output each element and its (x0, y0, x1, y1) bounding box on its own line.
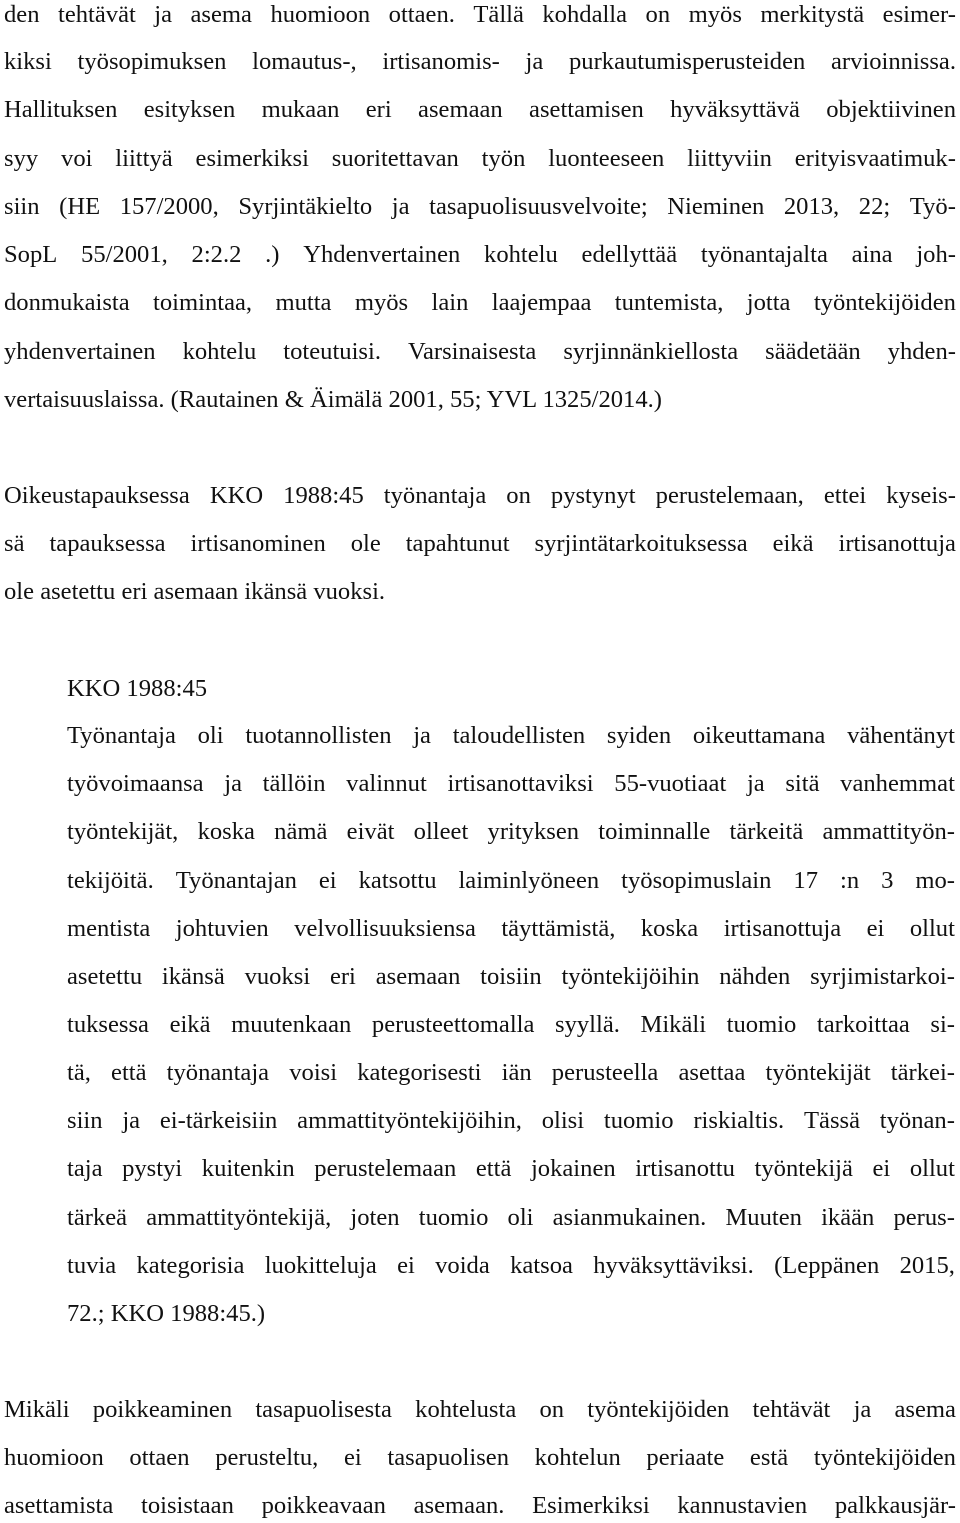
word: mutta (275, 289, 332, 316)
word: Työnantaja (67, 722, 176, 749)
text-line (67, 1106, 955, 1136)
word: pystynyt (550, 482, 636, 509)
word: tapauksessa (49, 530, 166, 557)
word: tasapuolisuusvelvoite; (429, 193, 648, 220)
text-line (4, 529, 956, 559)
text-line (67, 866, 955, 896)
word: asettamisen (529, 96, 644, 123)
word: tuntemista, (614, 289, 724, 316)
word: perusteltu, (215, 1444, 319, 1471)
word: Työnantajan (175, 867, 297, 894)
word: esimerkiksi (195, 145, 309, 172)
word: ollut (909, 1155, 955, 1182)
word: vähentänyt (847, 722, 955, 749)
word: taja (67, 1155, 103, 1182)
word: työvoimaansa (67, 770, 204, 797)
word: Työ- (909, 193, 956, 220)
word: lomautus-, (252, 48, 357, 75)
text-line (4, 192, 956, 222)
word: eikä (169, 1011, 211, 1038)
word: tekijöitä. (67, 867, 154, 894)
word: asettaa (678, 1059, 746, 1086)
word: voi (61, 145, 93, 172)
text-line (67, 1058, 955, 1088)
word: palkkausjär- (834, 1492, 956, 1519)
word: 22; (858, 193, 891, 220)
word: merkitystä (760, 1, 865, 28)
word: asemaan (418, 96, 503, 123)
word: Varsinaisesta (407, 338, 537, 365)
text-line: ole asetettu eri asemaan ikänsä vuoksi. (4, 578, 386, 605)
word: tuomio (726, 1011, 797, 1038)
word: työn (481, 145, 526, 172)
word: myös (354, 289, 409, 316)
word: irtisanottuja (838, 530, 956, 557)
word: eri (329, 963, 356, 990)
word: vuoksi (244, 963, 311, 990)
word: työntekijöihin (561, 963, 700, 990)
word: johtuvien (175, 915, 269, 942)
word: toisiin (480, 963, 542, 990)
text-line (4, 288, 956, 318)
word: Yhdenvertainen (303, 241, 461, 268)
word: sä (4, 530, 25, 557)
word: tärkei- (890, 1059, 955, 1086)
word: ja (413, 722, 431, 749)
word: tasapuolisen (387, 1444, 509, 1471)
word: oli (507, 1204, 534, 1231)
word: tuksessa (67, 1011, 149, 1038)
word: den (4, 1, 40, 28)
word: olleet (413, 818, 469, 845)
word: huomioon (270, 1, 371, 28)
word: asetettu (67, 963, 143, 990)
word: asettamista (4, 1492, 114, 1519)
word: liittyviin (687, 145, 772, 172)
word: työntekijöiden (813, 289, 956, 316)
word: ja (525, 48, 544, 75)
word: ei (866, 915, 885, 942)
word: 17 (793, 867, 819, 894)
word: hyväksyttäviksi. (593, 1252, 754, 1279)
word: joten (350, 1204, 400, 1231)
word: kannustavien (677, 1492, 808, 1519)
word: ole (350, 530, 381, 557)
word: voisi (289, 1059, 338, 1086)
word: ikään (821, 1204, 875, 1231)
word: 2013, (783, 193, 840, 220)
text-line (67, 1010, 955, 1040)
word: syiden (606, 722, 672, 749)
word: estä (749, 1444, 789, 1471)
word: perus- (893, 1204, 955, 1231)
word: perusteella (551, 1059, 659, 1086)
word: irtisanomis- (382, 48, 500, 75)
text-line (67, 1251, 955, 1281)
word: ja (224, 770, 243, 797)
text-line (67, 769, 955, 799)
word: asema (894, 1396, 956, 1423)
word: valinnut (346, 770, 427, 797)
word: irtisanominen (190, 530, 326, 557)
word: tehtävät (57, 1, 136, 28)
word: tuvia (67, 1252, 117, 1279)
word: objektiivinen (826, 96, 956, 123)
word: tehtävät (752, 1396, 831, 1423)
word: velvollisuuksiensa (294, 915, 476, 942)
word: on (539, 1396, 565, 1423)
word: luonteeseen (548, 145, 665, 172)
word: ettei (823, 482, 867, 509)
word: Oikeustapauksessa (4, 482, 190, 509)
word: iän (501, 1059, 532, 1086)
word: Mikäli (640, 1011, 707, 1038)
word: arvioinnissa. (831, 48, 956, 75)
word: siin (67, 1107, 103, 1134)
word: periaate (646, 1444, 725, 1471)
word: tuomio (603, 1107, 674, 1134)
word: tärkeitä (729, 818, 804, 845)
word: pystyi (122, 1155, 183, 1182)
word: 2:2.2 (191, 241, 242, 268)
word: ja (853, 1396, 872, 1423)
word: asianmukainen. (552, 1204, 707, 1231)
word: Muuten (725, 1204, 802, 1231)
word: ammattityöntekijöihin, (297, 1107, 522, 1134)
word: taloudellisten (452, 722, 586, 749)
word: ikänsä (161, 963, 225, 990)
word: kohtelu (182, 338, 257, 365)
text-line (4, 1443, 956, 1473)
word: Tässä (804, 1107, 860, 1134)
word: työnantaja (166, 1059, 270, 1086)
word: vanhemmat (840, 770, 955, 797)
word: tä, (67, 1059, 91, 1086)
word: työntekijöiden (587, 1396, 730, 1423)
word: työnantajalta (700, 241, 828, 268)
word: kyseis- (886, 482, 956, 509)
word: kategorisia (136, 1252, 245, 1279)
word: työntekijät, (67, 818, 179, 845)
word: oli (197, 722, 224, 749)
text-line (4, 1491, 956, 1521)
word: liittyä (115, 145, 173, 172)
word: 55-vuotiaat (614, 770, 727, 797)
word: ja (746, 770, 765, 797)
text-line: 72.; KKO 1988:45.) (67, 1300, 266, 1327)
word: Nieminen (667, 193, 765, 220)
word: suoritettavan (331, 145, 459, 172)
word: KKO (209, 482, 264, 509)
word: yhden- (887, 338, 956, 365)
text-line (4, 95, 956, 125)
word: eri (365, 96, 392, 123)
word: toisistaan (141, 1492, 234, 1519)
text-line (67, 962, 955, 992)
word: irtisanottuja (723, 915, 842, 942)
word: sitä (785, 770, 820, 797)
word: tapahtunut (405, 530, 510, 557)
word: voida (435, 1252, 490, 1279)
word: työsopimuksen (77, 48, 227, 75)
word: katsoa (510, 1252, 573, 1279)
word: donmukaista (4, 289, 130, 316)
word: työntekijät (765, 1059, 871, 1086)
word: tärkeä (67, 1204, 128, 1231)
word: SopL (4, 241, 58, 268)
word: Tällä (473, 1, 524, 28)
word: eivät (346, 818, 395, 845)
word: tarkoittaa (816, 1011, 910, 1038)
word: ollut (909, 915, 955, 942)
word: on (506, 482, 531, 509)
word: nähden (719, 963, 791, 990)
word: poikkeavaan (261, 1492, 386, 1519)
word: myös (688, 1, 742, 28)
text-line (4, 47, 956, 77)
word: kohtelun (534, 1444, 621, 1471)
word: esityksen (143, 96, 236, 123)
word: koska (640, 915, 699, 942)
word: mentista (67, 915, 151, 942)
word: 1988:45 (283, 482, 364, 509)
word: lain (431, 289, 469, 316)
word: jotta (746, 289, 791, 316)
word: työntekijä (754, 1155, 853, 1182)
word: Esimerkiksi (532, 1492, 650, 1519)
word: nämä (274, 818, 328, 845)
word: työsopimuslain (621, 867, 772, 894)
word: ei (344, 1444, 362, 1471)
word: ja (154, 1, 173, 28)
word: kuitenkin (201, 1155, 295, 1182)
word: esimer- (882, 1, 956, 28)
text-line (67, 1154, 955, 1184)
text-line (4, 144, 956, 174)
word: yrityksen (487, 818, 580, 845)
word: poikkeaminen (92, 1396, 233, 1423)
word: ottaen (129, 1444, 190, 1471)
word: siin (4, 193, 40, 220)
word: ja (122, 1107, 141, 1134)
word: muutenkaan (231, 1011, 352, 1038)
word: syrjimistarkoi- (810, 963, 955, 990)
word: työnantaja (383, 482, 487, 509)
word: 3 (881, 867, 894, 894)
word: Hallituksen (4, 96, 118, 123)
word: työntekijöiden (813, 1444, 956, 1471)
word: yhdenvertainen (4, 338, 156, 365)
word: 55/2001, (81, 241, 168, 268)
word: kohtelusta (415, 1396, 517, 1423)
word: syrjintätarkoituksessa (534, 530, 748, 557)
word: syrjinnänkiellosta (563, 338, 739, 365)
word: syyllä. (555, 1011, 620, 1038)
word: tasapuolisesta (255, 1396, 392, 1423)
text-line (67, 914, 955, 944)
text-line: vertaisuuslaissa. (Rautainen & Äimälä 2001, 55; YVL 1325/2014.) (4, 386, 662, 413)
word: :n (839, 867, 860, 894)
word: riskialtis. (693, 1107, 785, 1134)
text-line (4, 0, 956, 30)
word: ammattityöntekijä, (146, 1204, 332, 1231)
text-line (67, 1203, 955, 1233)
word: asema (190, 1, 252, 28)
word: si- (930, 1011, 955, 1038)
word: perustelemaan, (655, 482, 804, 509)
word: ei-tärkeisiin (159, 1107, 278, 1134)
word: huomioon (4, 1444, 104, 1471)
word: toteutuisi. (283, 338, 381, 365)
word: olisi (541, 1107, 585, 1134)
word: ja (391, 193, 410, 220)
word: oikeuttamana (692, 722, 826, 749)
word: ottaen. (388, 1, 455, 28)
word: toimintaa, (153, 289, 253, 316)
word: .) (265, 241, 280, 268)
word: aina (851, 241, 893, 268)
word: laiminlyöneen (458, 867, 600, 894)
text-line (4, 337, 956, 367)
word: Mikäli (4, 1396, 70, 1423)
word: (HE (59, 193, 101, 220)
word: koska (197, 818, 255, 845)
word: luokitteluja (264, 1252, 377, 1279)
word: asemaan. (413, 1492, 505, 1519)
word: ei (318, 867, 337, 894)
word: kohdalla (542, 1, 628, 28)
word: irtisanottaviksi (447, 770, 594, 797)
text-line (4, 481, 956, 511)
word: ei (397, 1252, 415, 1279)
word: joh- (916, 241, 956, 268)
word: tällöin (262, 770, 326, 797)
word: tuotannollisten (245, 722, 392, 749)
word: että (475, 1155, 512, 1182)
word: ammattityön- (822, 818, 955, 845)
word: toiminnalle (598, 818, 711, 845)
word: 157/2000, (119, 193, 219, 220)
word: syy (4, 145, 39, 172)
text-line (4, 240, 956, 270)
word: tuomio (418, 1204, 489, 1231)
text-line (67, 721, 955, 751)
word: ei (872, 1155, 891, 1182)
word: säädetään (765, 338, 861, 365)
word: hyväksyttävä (670, 96, 800, 123)
word: 2015, (899, 1252, 955, 1279)
text-line (4, 1395, 956, 1425)
word: mukaan (261, 96, 340, 123)
word: mo- (915, 867, 955, 894)
word: perusteettomalla (371, 1011, 535, 1038)
case-heading: KKO 1988:45 (67, 675, 208, 702)
word: että (111, 1059, 147, 1086)
word: kiksi (4, 48, 52, 75)
word: työnan- (879, 1107, 955, 1134)
word: Syrjintäkielto (238, 193, 373, 220)
word: asemaan (375, 963, 461, 990)
word: kategorisesti (357, 1059, 482, 1086)
word: katsottu (358, 867, 437, 894)
word: on (645, 1, 671, 28)
word: täyttämistä, (501, 915, 616, 942)
word: irtisanottu (635, 1155, 735, 1182)
word: purkautumisperusteiden (568, 48, 806, 75)
word: laajempaa (491, 289, 592, 316)
word: (Leppänen (774, 1252, 880, 1279)
word: erityisvaatimuk- (794, 145, 956, 172)
word: jokainen (530, 1155, 616, 1182)
word: edellyttää (581, 241, 678, 268)
word: eikä (772, 530, 814, 557)
word: perustelemaan (314, 1155, 457, 1182)
word: kohtelu (484, 241, 558, 268)
text-line (67, 817, 955, 847)
